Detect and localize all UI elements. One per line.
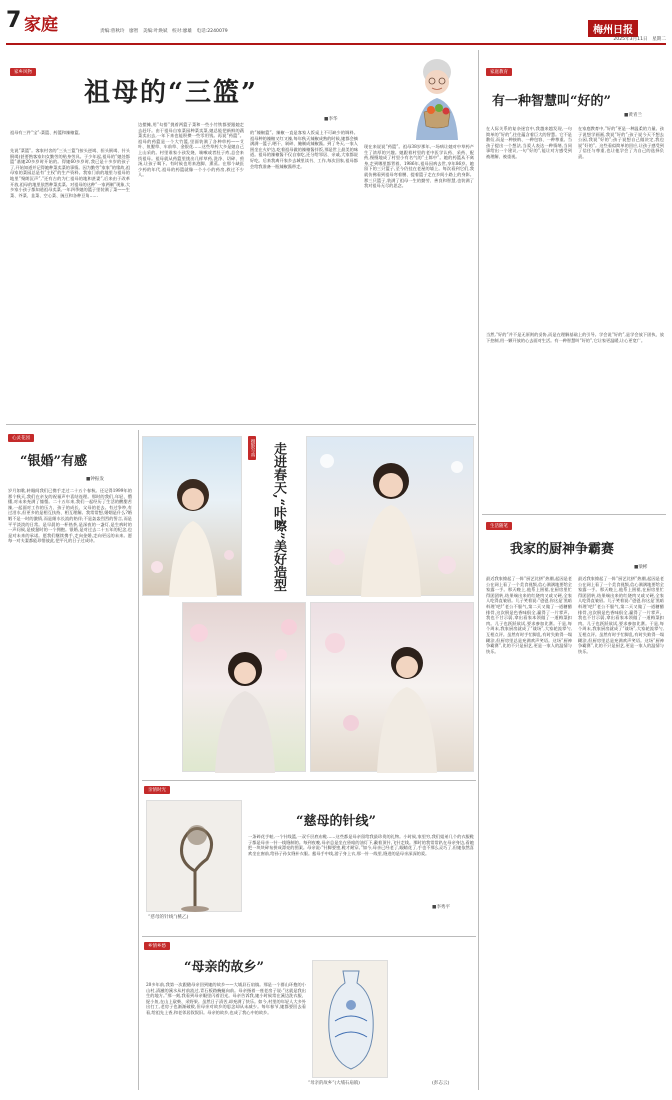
section-tag: 乡情乡愁 [144, 942, 170, 950]
article-wisdom [484, 50, 666, 512]
header-rule [6, 43, 666, 45]
row-divider [142, 936, 476, 937]
article-author: ■梁彬 [634, 565, 648, 570]
article-body-col2: 在家庭教育中,“好的”更是一种温柔的力量。孩子说想学画画,我说“好的”;孩子说今天不想去公园,我说“好的”;孩子说想自己做决定,我也说“好的”。这些看似简单的回应,让孩子感受到了信任与尊重,也让他学会了为自己的选择负责。 [578, 126, 664, 159]
article-author: ■李华 [324, 117, 338, 122]
article-body-col1: 先说“菜篮”。客家村舍的“三头三篮”(按头逆竭、担头倒竭、针头倒竭)甚要熟客家妇女勤劳的贴身劳具。于少年起,祖母的“她处都篮”基她20多岁时开始的。得她60多岁时,我已是十多岁的孩子了,开始知道并记得她种菜卖菜的事情。因为勤劳“家家”的缘故,祖母家的菜园总是有“主权”的生产资料。我家门前的地里与祖母的地里“聚朗沉声”,“还有古的为仁祖母的地和甚妻”,后来由于改革开放,祖母的地里依然种菜卖菜。对祖母的这种“一家两制”现象,大多家小孩子都知道祖母卖菜,一年四季她的篮子里装满了菜——生菜、芥菜、韭菜、空心菜、豌豆和各种豆角…… [10, 148, 130, 198]
row-divider [482, 514, 666, 515]
section-tag: 生活随笔 [486, 522, 512, 530]
article-author: (彭志云) [432, 1081, 450, 1086]
article-body-continued [394, 960, 474, 1078]
article-lead: 祖母有三件“宝”:菜篮、药篮和辣椒篮。 [10, 130, 83, 135]
article-body-col3: 当然,“好的”并不是无原则的妥协,而是在理解基础上的引导。学会说“好的”,是学会放下固执、放下控制,用一颗开放的心去面对生活。有一种智慧叫“好的”,它让家更温暖,让心更宽广。 [486, 332, 664, 343]
needle-artwork [146, 800, 242, 912]
article-needle [142, 784, 476, 934]
porcelain-vase-icon [313, 961, 389, 1079]
section-tag: 家乡风物 [10, 68, 36, 76]
article-kitchen [484, 518, 666, 1092]
article-body-col2: 最近我家掀起了一阵“厨艺比拼”热潮,起因是老公在网上看了一个美食视频,信心满满地要给全家露一手。那天晚上,他系上围裙,在厨房里忙得团团转,结果端出来的红烧肉又咸又硬,全家人吃得直皱眉。儿子笑着说:“爸爸,你这是‘黑暗料理’吧!”老公不服气,第二天又做了一道糖醋排骨,这次倒是色香味俱全,赢得了一片掌声。我也不甘示弱,拿出看家本领做了一道梅菜扣肉。儿子也跃跃欲试,要求参加比赛。于是,每个周末,我家厨房就成了“战场”,大家轮流掌勺,互相点评。虽然有时手忙脚乱,有时失败得一塌糊涂,但厨房里总是充满欢声笑语。这场“厨神争霸赛”,比的不只是厨艺,更是一家人的温情与快乐。 [578, 576, 664, 654]
row-divider [142, 780, 476, 781]
spring-photo-2 [306, 436, 474, 596]
article-title: “慈母的针线” [296, 814, 376, 829]
article-body-col3: 的“辣椒篮”。辣椒一直是客家人饭桌上不可缺少的调料。祖母种的辣椒又红又辣,每年秋天辣椒成熟的时候,她都会摘满满一篮子,晒干、剁碎、腌制成辣椒酱。到了冬天,一家人围坐在火炉边,吃着祖母做的辣椒酱拌饭,那是世上最美的味道。祖母的辣椒酱不仅自家吃,还分给邻居、亲戚,大家都说好吃。后来我离开家乡去城里读书、工作,每次回家,祖母都会给我准备一瓶辣椒酱带走。 [250, 130, 358, 169]
issue-date: 2025年3月11日 星期二 [613, 37, 666, 42]
editor-info: 责编:曾秋玲 廖智 美编:叶焕斌 校对:廖雄 电话:2240079 [100, 29, 228, 34]
article-title: “母亲的故乡” [184, 960, 264, 975]
article-grandma [6, 50, 474, 420]
section-tag: 亲情时光 [144, 786, 170, 794]
article-author: ■黄青兰 [624, 113, 643, 118]
section-tag: 摄影写真 [248, 436, 256, 460]
article-body-col1: 最近我家掀起了一阵“厨艺比拼”热潮,起因是老公在网上看了一个美食视频,信心满满地要给全家露一手。那天晚上,他系上围裙,在厨房里忙得团团转,结果端出来的红烧肉又咸又硬,全家人吃得直皱眉。儿子笑着说:“爸爸,你这是‘黑暗料理’吧!”老公不服气,第二天又做了一道糖醋排骨,这次倒是色香味俱全,赢得了一片掌声。我也不甘示弱,拿出看家本领做了一道梅菜扣肉。儿子也跃跃欲试,要求参加比赛。于是,每个周末,我家厨房就成了“战场”,大家轮流掌勺,互相点评。虽然有时手忙脚乱,有时失败得一塌糊涂,但厨房里总是充满欢声笑语。这场“厨神争霸赛”,比的不只是厨艺,更是一家人的温情与快乐。 [486, 576, 572, 654]
woman-portrait-icon [143, 437, 243, 597]
spring-photo-1 [142, 436, 242, 596]
page-number: 7 [6, 8, 22, 33]
hometown-artwork [312, 960, 388, 1078]
woman-blossom-icon [183, 603, 307, 773]
article-body: 一条碎花手帕,一个针线篮,一双千层底布鞋……这些都是母亲留给我最珍贵的礼物。小时候,家里穷,我们姐弟几个的衣服鞋子都是母亲一针一线缝制的。每到夜晚,母亲总是坐在昏暗的油灯下,戴着顶针,飞针走线。那时的我常常趴在母亲身边,看她把一块块碎布拼成漂亮的图案。母亲说:“针脚要密,鞋才耐穿。”如今,母亲已经老了,眼睛花了,手也不那么灵巧了,但她依然喜欢坐在窗前,给孙子孙女缝补衣服。慈母手中线,游子身上衣,那一针一线里,缝进的是母亲深深的爱。 [248, 834, 474, 856]
tree-sculpture-icon [147, 801, 243, 913]
woman-flowers-icon [307, 437, 475, 597]
page-header [6, 8, 666, 42]
article-body-col1: 在人际关系的复杂迷宫中,我越来越发现,一句简单的“好的”,往往蕴含着巨大的智慧。它不是敷衍,而是一种接纳、一种包容、一种尊重。当孩子提出一个想法,当爱人表达一种情绪,当同事给出一个建议,一句“好的”,能让对方感受到被理解、被重视。 [486, 126, 572, 159]
article-body: 岁月如歌,转眼间我们已携手走过二十五个春秋。还记得1999年的那个秋天,我们在亲友的祝福声中喜结连理。那时的我们,年轻、懵懂,对未来充满了憧憬。二十五年来,我们一起经历了生活的酸甜苦辣,一起面对工作的压力、孩子的成长、父母的老去。有过争吵,有过泪水,但更多的是相互扶持、相互理解。我常常想,婚姻是什么?婚姻不是一时的激情,而是细水长流的陪伴;不是轰轰烈烈的誓言,而是平平淡淡的日常。是早晨的一杯热茶,是深夜的一盏灯,是生病时的一声问候,是疲惫时的一个拥抱。银婚,是对过去二十五年的纪念,也是对未来的承诺。愿我们继续携手,走向金婚,走向更远的未来。愿每一对夫妻都能珍惜彼此,把平凡的日子过成诗。 [8, 488, 132, 544]
article-body: 20多年前,我第一次跟随母亲回到她的故乡——大埔县石扇镇。那是一个群山环抱的小山村,清澈的溪水从村前流过,青石板路蜿蜒向前。母亲指着一座老房子说:“这就是我出生的地方。”那一刻,我看到母亲眼里闪着泪光。母亲告诉我,她小时候常在溪边洗衣服、捉小鱼,在山上砍柴、采野果。虽然日子清苦,却充满了快乐。如今,村里的年轻人大多外出打工,老房子也渐渐破败,但母亲对故乡的思念却从未减少。每年春节,她都要回去看看,给祖先上香,和老邻居叙叙旧。母亲的故乡,也成了我心中的故乡。 [146, 982, 306, 1015]
article-body-col2: 边摆摊,用“勾搭”挑着两篮子菜和一些小竹铁都要跟她走去赶圩。由于祖母自家菜园种菜卖菜,她总能把新鲜的蔬菜卖出去,一年下来也能积攒一些零用钱。再说“药篮”。祖母的药篮是一个大竹篮,里面装满了各种草药——艾叶、鱼腥草、车前草、金银花……这些草药大多是她自己上山采的。村里谁家小孩发烧、咳嗽或者肚子疼,总会来找祖母。祖母就从药篮里挑出几样草药,洗净、切碎、煎汤,让孩子喝下。有时候也用来泡脚、熏蒸。在那个缺医少药的年代,祖母的药篮就像一个小小的药房,救过不少人。 [138, 122, 244, 178]
section-tag: 家庭教育 [486, 68, 512, 76]
article-photo-feature [142, 430, 476, 776]
grandma-figure-icon [398, 52, 476, 140]
section-tag: 心灵花园 [8, 434, 34, 442]
article-title: “银婚”有感 [20, 454, 87, 469]
section-title: 家庭 [24, 15, 58, 35]
article-author: ■钟振发 [86, 477, 105, 482]
column-divider [478, 50, 479, 1090]
article-author: ■李秀平 [432, 905, 451, 910]
article-silver-wedding [6, 430, 134, 1092]
image-caption: “慈母的针线”(桃乙) [148, 915, 189, 920]
spring-photo-4 [310, 602, 474, 772]
row-divider [6, 424, 476, 425]
column-divider [138, 430, 139, 1090]
article-hometown [142, 940, 476, 1092]
article-body-col4: 现在来说说“药篮”。祖母38岁那年,一场病让她对中草药产生了浓厚的兴趣。她跟着村里的老中医学认药、采药、配药,慢慢地成了村里小有名气的“土郎中”。她的药篮从不离身,走到哪里都背着。1986年,祖母因病去世,享年86岁。她留下的三只篮子,至今仍挂在老屋的墙上。每次看到它们,我就仿佛看到祖母弯着腰、提着篮子走在乡间小路上的身影。那三只篮子,装满了祖母一生的勤劳、善良和智慧,也装满了我对祖母无尽的思念。 [364, 144, 474, 189]
newspaper-logo: 梅州日报 [588, 20, 638, 37]
image-caption: “母亲的故乡”(大埔石扇镇) [308, 1081, 360, 1086]
spring-photo-3 [182, 602, 306, 772]
article-title: 我家的厨神争霸赛 [510, 542, 615, 557]
grandma-illustration [398, 52, 476, 140]
article-title: 走进春天,“咔嚓”美好造型 [271, 442, 286, 592]
article-title: 祖母的“三篮” [84, 78, 258, 108]
article-title: 有一种智慧叫“好的” [492, 94, 611, 109]
woman-garden-icon [311, 603, 475, 773]
